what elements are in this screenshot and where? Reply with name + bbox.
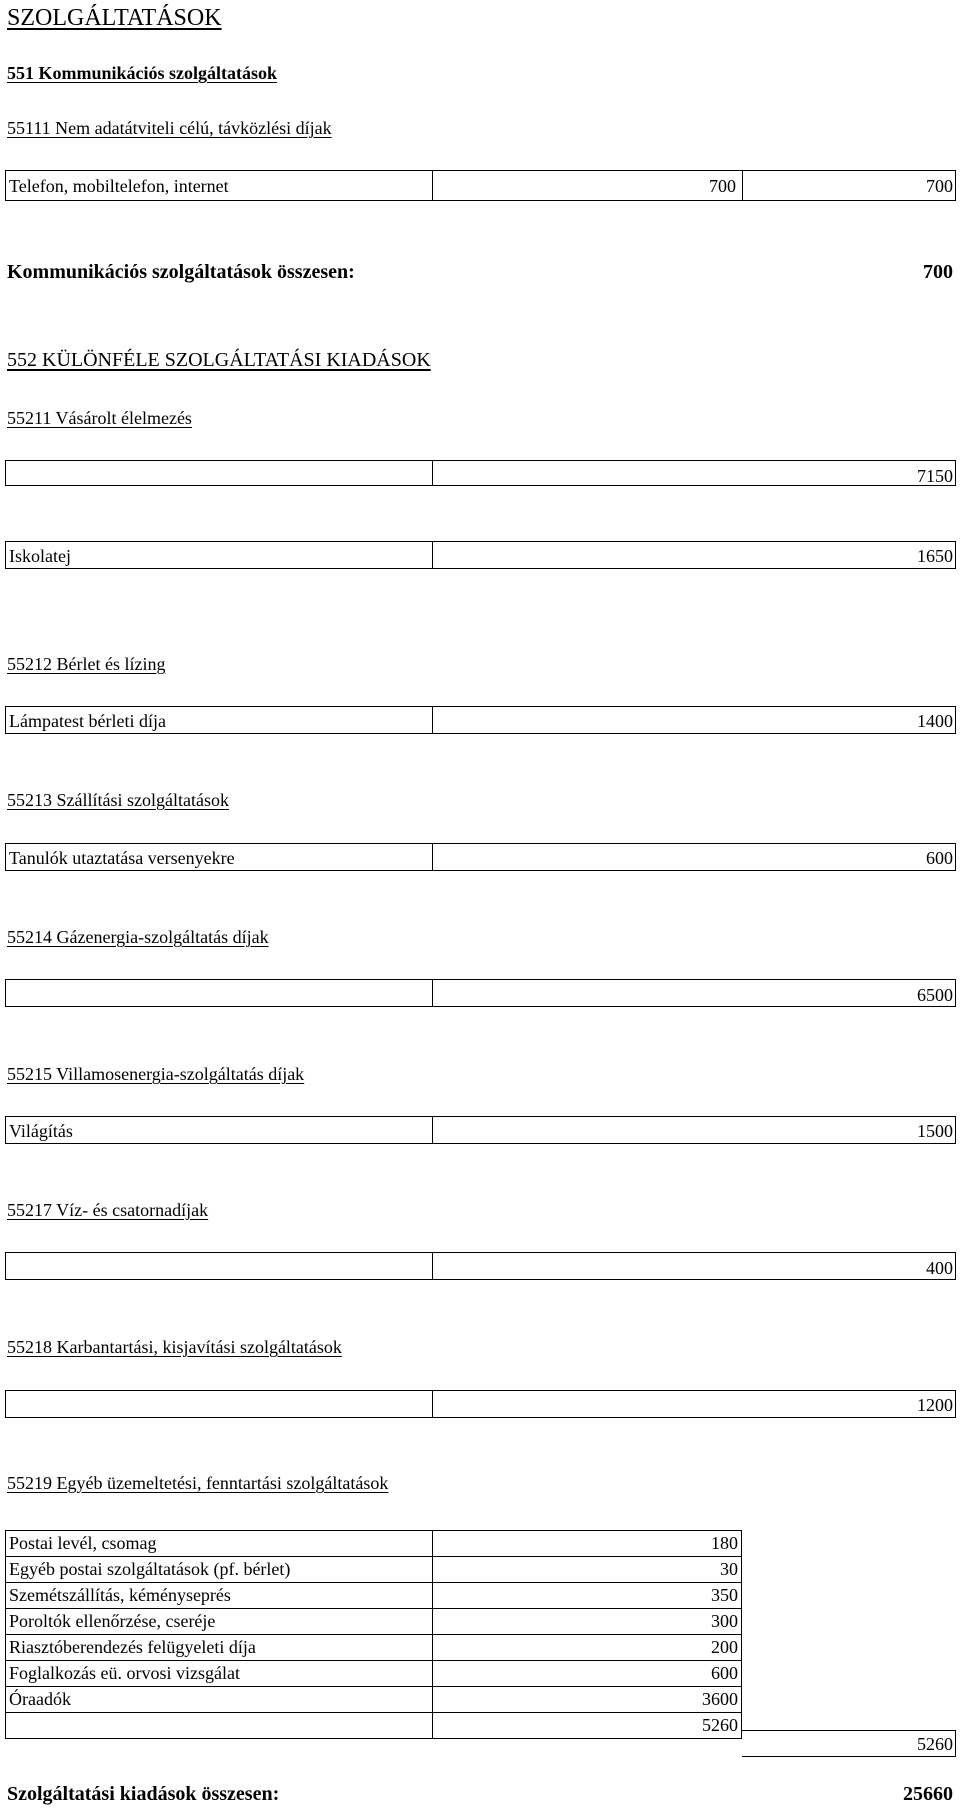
row-box-empty — [5, 979, 956, 1007]
row-rule — [742, 1756, 956, 1757]
row-value: 200 — [433, 1635, 742, 1661]
section-55219-table — [5, 1530, 742, 1739]
row-value: 3600 — [433, 1687, 742, 1713]
row-value: 350 — [433, 1583, 742, 1609]
row-value: 1650 — [917, 546, 953, 566]
section-551-total-value: 700 — [923, 261, 953, 283]
section-55217-heading: 55217 Víz- és csatornadíjak — [7, 1200, 209, 1220]
row-box-empty — [5, 1252, 956, 1280]
table-row — [6, 1713, 742, 1739]
row-label: Óraadók — [6, 1687, 433, 1713]
section-55218-heading: 55218 Karbantartási, kisjavítási szolgáltatások — [7, 1337, 342, 1357]
section-552-heading: 552 KÜLÖNFÉLE SZOLGÁLTATÁSI KIADÁSOK — [7, 349, 431, 371]
row-label: Lámpatest bérleti díja — [9, 711, 166, 731]
table-row — [6, 1609, 742, 1635]
row-box-empty — [5, 1390, 956, 1418]
subtotal-value: 5260 — [433, 1713, 742, 1739]
section-551-heading: 551 Kommunikációs szolgáltatások — [7, 63, 278, 83]
page-title: SZOLGÁLTATÁSOK — [7, 5, 222, 31]
row-value: 1400 — [917, 711, 953, 731]
row-value: 1500 — [917, 1121, 953, 1141]
section-551-total-label: Kommunikációs szolgáltatások összesen: — [7, 261, 355, 283]
row-value: 1200 — [917, 1395, 953, 1415]
row-value: 400 — [926, 1258, 953, 1278]
table-row — [6, 1583, 742, 1609]
row-value: 180 — [433, 1531, 742, 1557]
column-divider — [432, 541, 433, 569]
row-total: 700 — [926, 176, 953, 196]
column-divider — [432, 706, 433, 734]
column-divider — [432, 1252, 433, 1280]
column-divider — [432, 843, 433, 871]
column-divider — [432, 460, 433, 486]
section-55219-heading: 55219 Egyéb üzemeltetési, fenntartási szolgáltatások — [7, 1473, 389, 1493]
section-55214-heading: 55214 Gázenergia-szolgáltatás díjak — [7, 927, 269, 947]
row-label: Riasztóberendezés felügyeleti díja — [6, 1635, 433, 1661]
row-value: 6500 — [917, 985, 953, 1005]
section-55211-heading: 55211 Vásárolt élelmezés — [7, 408, 192, 428]
table-row — [6, 1531, 742, 1557]
section-55215-heading: 55215 Villamosenergia-szolgáltatás díjak — [7, 1064, 305, 1084]
row-label: Telefon, mobiltelefon, internet — [9, 176, 229, 196]
row-box-empty — [5, 460, 956, 486]
column-divider — [432, 170, 433, 201]
column-divider — [432, 1390, 433, 1418]
grand-total-label: Szolgáltatási kiadások összesen: — [7, 1783, 280, 1805]
row-label: Szemétszállítás, kéményseprés — [6, 1583, 433, 1609]
row-rule — [742, 1730, 956, 1731]
row-value: 30 — [433, 1557, 742, 1583]
row-label: Egyéb postai szolgáltatások (pf. bérlet) — [6, 1557, 433, 1583]
column-divider — [955, 1730, 956, 1757]
row-label: Foglalkozás eü. orvosi vizsgálat — [6, 1661, 433, 1687]
table-row — [6, 1635, 742, 1661]
row-label: Poroltók ellenőrzése, cseréje — [6, 1609, 433, 1635]
row-label: Világítás — [9, 1121, 73, 1141]
row-label: Tanulók utaztatása versenyekre — [9, 848, 235, 868]
section-55219-total: 5260 — [917, 1734, 953, 1754]
column-divider — [432, 1116, 433, 1144]
table-row — [6, 1661, 742, 1687]
grand-total-value: 25660 — [903, 1783, 953, 1805]
row-label: Postai levél, csomag — [6, 1531, 433, 1557]
column-divider — [742, 170, 743, 201]
row-value: 700 — [709, 176, 736, 196]
table-row — [6, 1687, 742, 1713]
column-divider — [432, 979, 433, 1007]
row-box-vilagitas — [5, 1116, 956, 1144]
table-row — [6, 1557, 742, 1583]
section-55111-heading: 55111 Nem adatátviteli célú, távközlési díjak — [7, 118, 332, 138]
row-box-iskolatej — [5, 541, 956, 569]
row-value: 600 — [433, 1661, 742, 1687]
row-value: 7150 — [917, 466, 953, 486]
row-label: Iskolatej — [9, 546, 71, 566]
section-55213-heading: 55213 Szállítási szolgáltatások — [7, 790, 229, 810]
section-55212-heading: 55212 Bérlet és lízing — [7, 654, 166, 674]
row-value: 600 — [926, 848, 953, 868]
row-label — [6, 1713, 433, 1739]
row-value: 300 — [433, 1609, 742, 1635]
